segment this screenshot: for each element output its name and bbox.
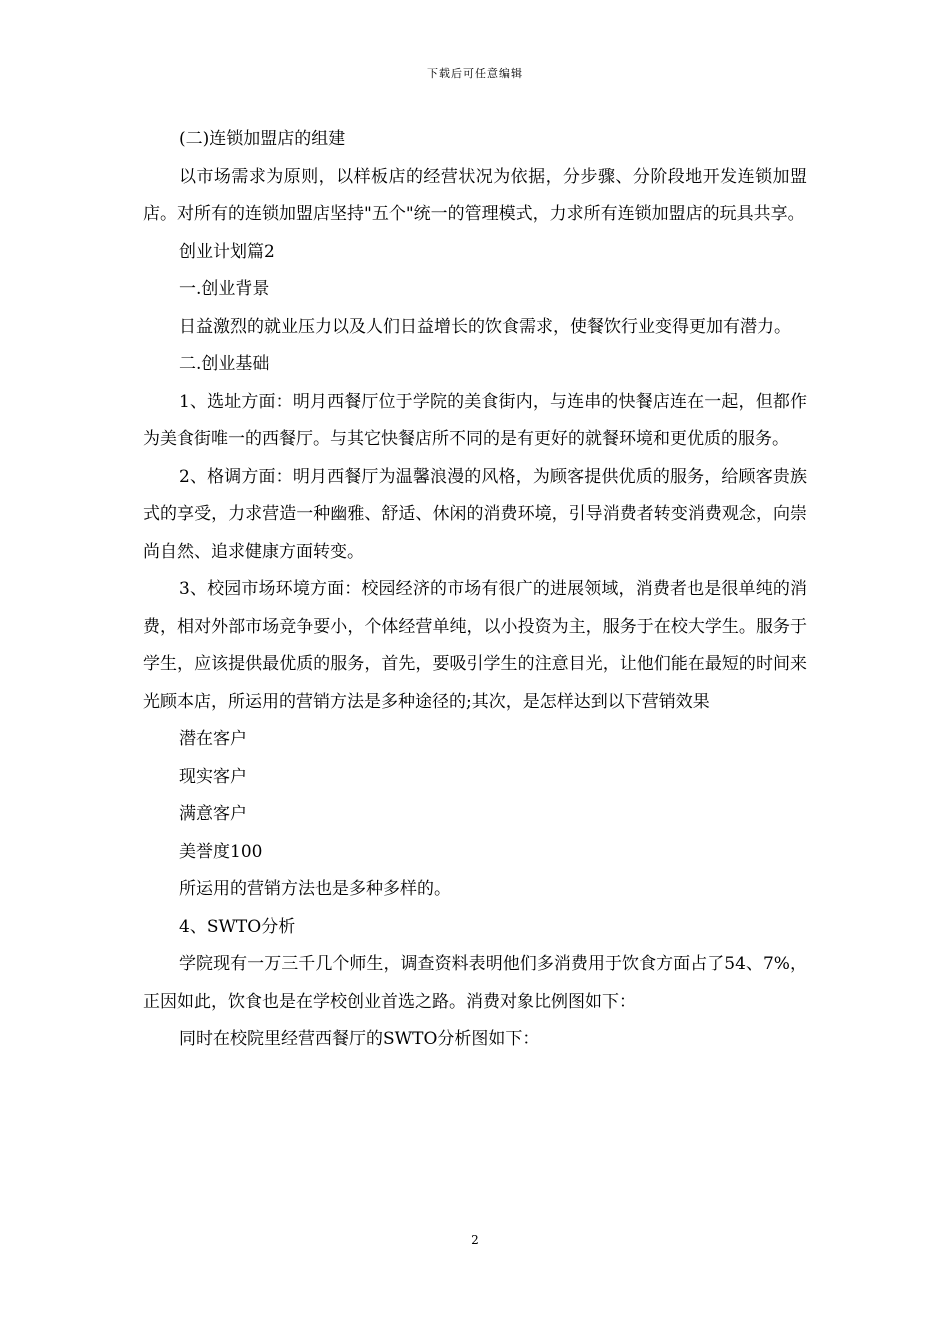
paragraph-marketing-methods: 所运用的营销方法也是多种多样的。 [179, 879, 451, 899]
list-item-satisfied-customer: 满意客户 [179, 804, 247, 824]
page-number: 2 [471, 1233, 479, 1247]
paragraph-swot-intro: 同时在校院里经营西餐厅的SWTO分析图如下： [179, 1029, 540, 1049]
paragraph-location: 1、选址方面：明月西餐厅位于学院的美食街内，与连串的快餐店连在一起，但都作为美食街唯一的西餐厅。与其它快餐店所不同的是有更好的就餐环境和更优质的服务。 [143, 391, 807, 449]
paragraph-style: 2、格调方面：明月西餐厅为温馨浪漫的风格，为顾客提供优质的服务，给顾客贵族式的享受，力求营造一种幽雅、舒适、休闲的消费环境，引导消费者转变消费观念，向崇尚自然、追求健康方面转变。 [143, 466, 807, 562]
section-heading-swot: 4、SWTO分析 [179, 916, 296, 937]
paragraph-campus-market: 3、校园市场环境方面：校园经济的市场有很广的进展领域，消费者也是很单纯的消费，相对外部市场竞争要小，个体经营单纯，以小投资为主，服务于在校大学生。服务于学生，应该提供最优质的服务，首先，要吸引学生的注意目光，让他们能在最短的时间来光顾本店，所运用的营销方法是多种途径的;其次，是怎样达到以下营销效果 [143, 579, 807, 712]
list-item-reputation: 美誉度100 [179, 841, 263, 862]
document-body [143, 121, 807, 1059]
page-header: 下载后可任意编辑 [427, 67, 523, 80]
paragraph-chain-store-build: 以市场需求为原则，以样板店的经营状况为依据，分步骤、分阶段地开发连锁加盟店。对所有的连锁加盟店坚持"五个"统一的管理模式，力求所有连锁加盟店的玩具共享。 [143, 166, 807, 224]
list-item-potential-customer: 潜在客户 [179, 729, 247, 749]
section-heading-chain-store: (二)连锁加盟店的组建 [179, 129, 346, 149]
list-item-real-customer: 现实客户 [179, 766, 247, 787]
section-heading-background: 一.创业背景 [179, 279, 270, 299]
paragraph-consumer-stats: 学院现有一万三千几个师生，调查资料表明他们多消费用于饮食方面占了54、7%，正因如此，饮食也是在学校创业首选之路。消费对象比例图如下： [143, 954, 807, 1012]
paragraph-background: 日益激烈的就业压力以及人们日益增长的饮食需求，使餐饮行业变得更加有潜力。 [179, 316, 791, 337]
section-heading-foundation: 二.创业基础 [179, 354, 270, 374]
plan-title: 创业计划篇2 [179, 241, 275, 262]
